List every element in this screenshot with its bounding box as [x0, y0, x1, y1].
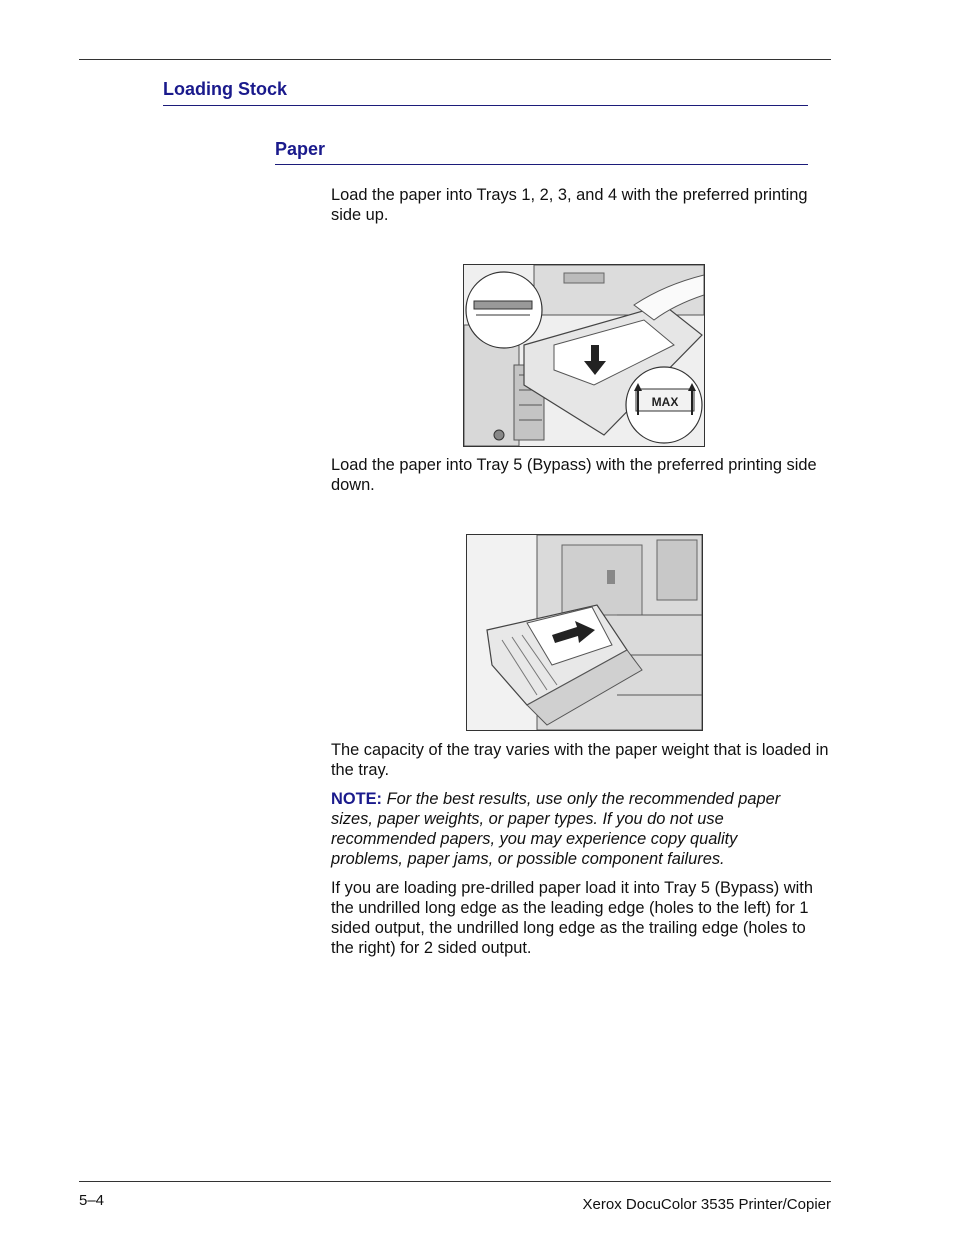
note-text: For the best results, use only the recommended paper sizes, paper weights, or paper types. If you do not use recommended papers, you may experience copy quality problems, paper jams, or possible component failures. — [331, 790, 781, 868]
tray-loading-drawing — [464, 265, 704, 446]
subsection-title: Paper — [275, 139, 326, 159]
section-title: Loading Stock — [163, 79, 288, 99]
paragraph-tray-5: Load the paper into Tray 5 (Bypass) with the preferred printing side down. — [331, 456, 817, 494]
footer-rule — [79, 1181, 831, 1182]
page-number: 5–4 — [79, 1192, 105, 1209]
paragraph-capacity: The capacity of the tray varies with the paper weight that is loaded in the tray. — [331, 741, 829, 779]
paragraph-trays-1-4: Load the paper into Trays 1, 2, 3, and 4 with the preferred printing side up. — [331, 186, 808, 224]
note-label: NOTE: — [331, 790, 382, 808]
max-label: MAX — [651, 395, 679, 409]
section-title-rule — [163, 105, 808, 106]
bypass-tray-drawing — [467, 535, 702, 730]
note — [331, 789, 811, 869]
paragraph-pre-drilled: If you are loading pre-drilled paper load it into Tray 5 (Bypass) with the undrilled long edge as the leading edge (holes to the left) for 1 sided output, the undrilled long edge as the trailing edge (holes to the right) for 2 sided output. — [331, 879, 813, 957]
bypass-tray-illustration — [466, 534, 703, 731]
tray-loading-illustration — [463, 264, 705, 447]
subsection-title-rule — [275, 164, 808, 165]
product-name: Xerox DocuColor 3535 Printer/Copier — [582, 1196, 831, 1213]
top-rule — [79, 59, 831, 60]
